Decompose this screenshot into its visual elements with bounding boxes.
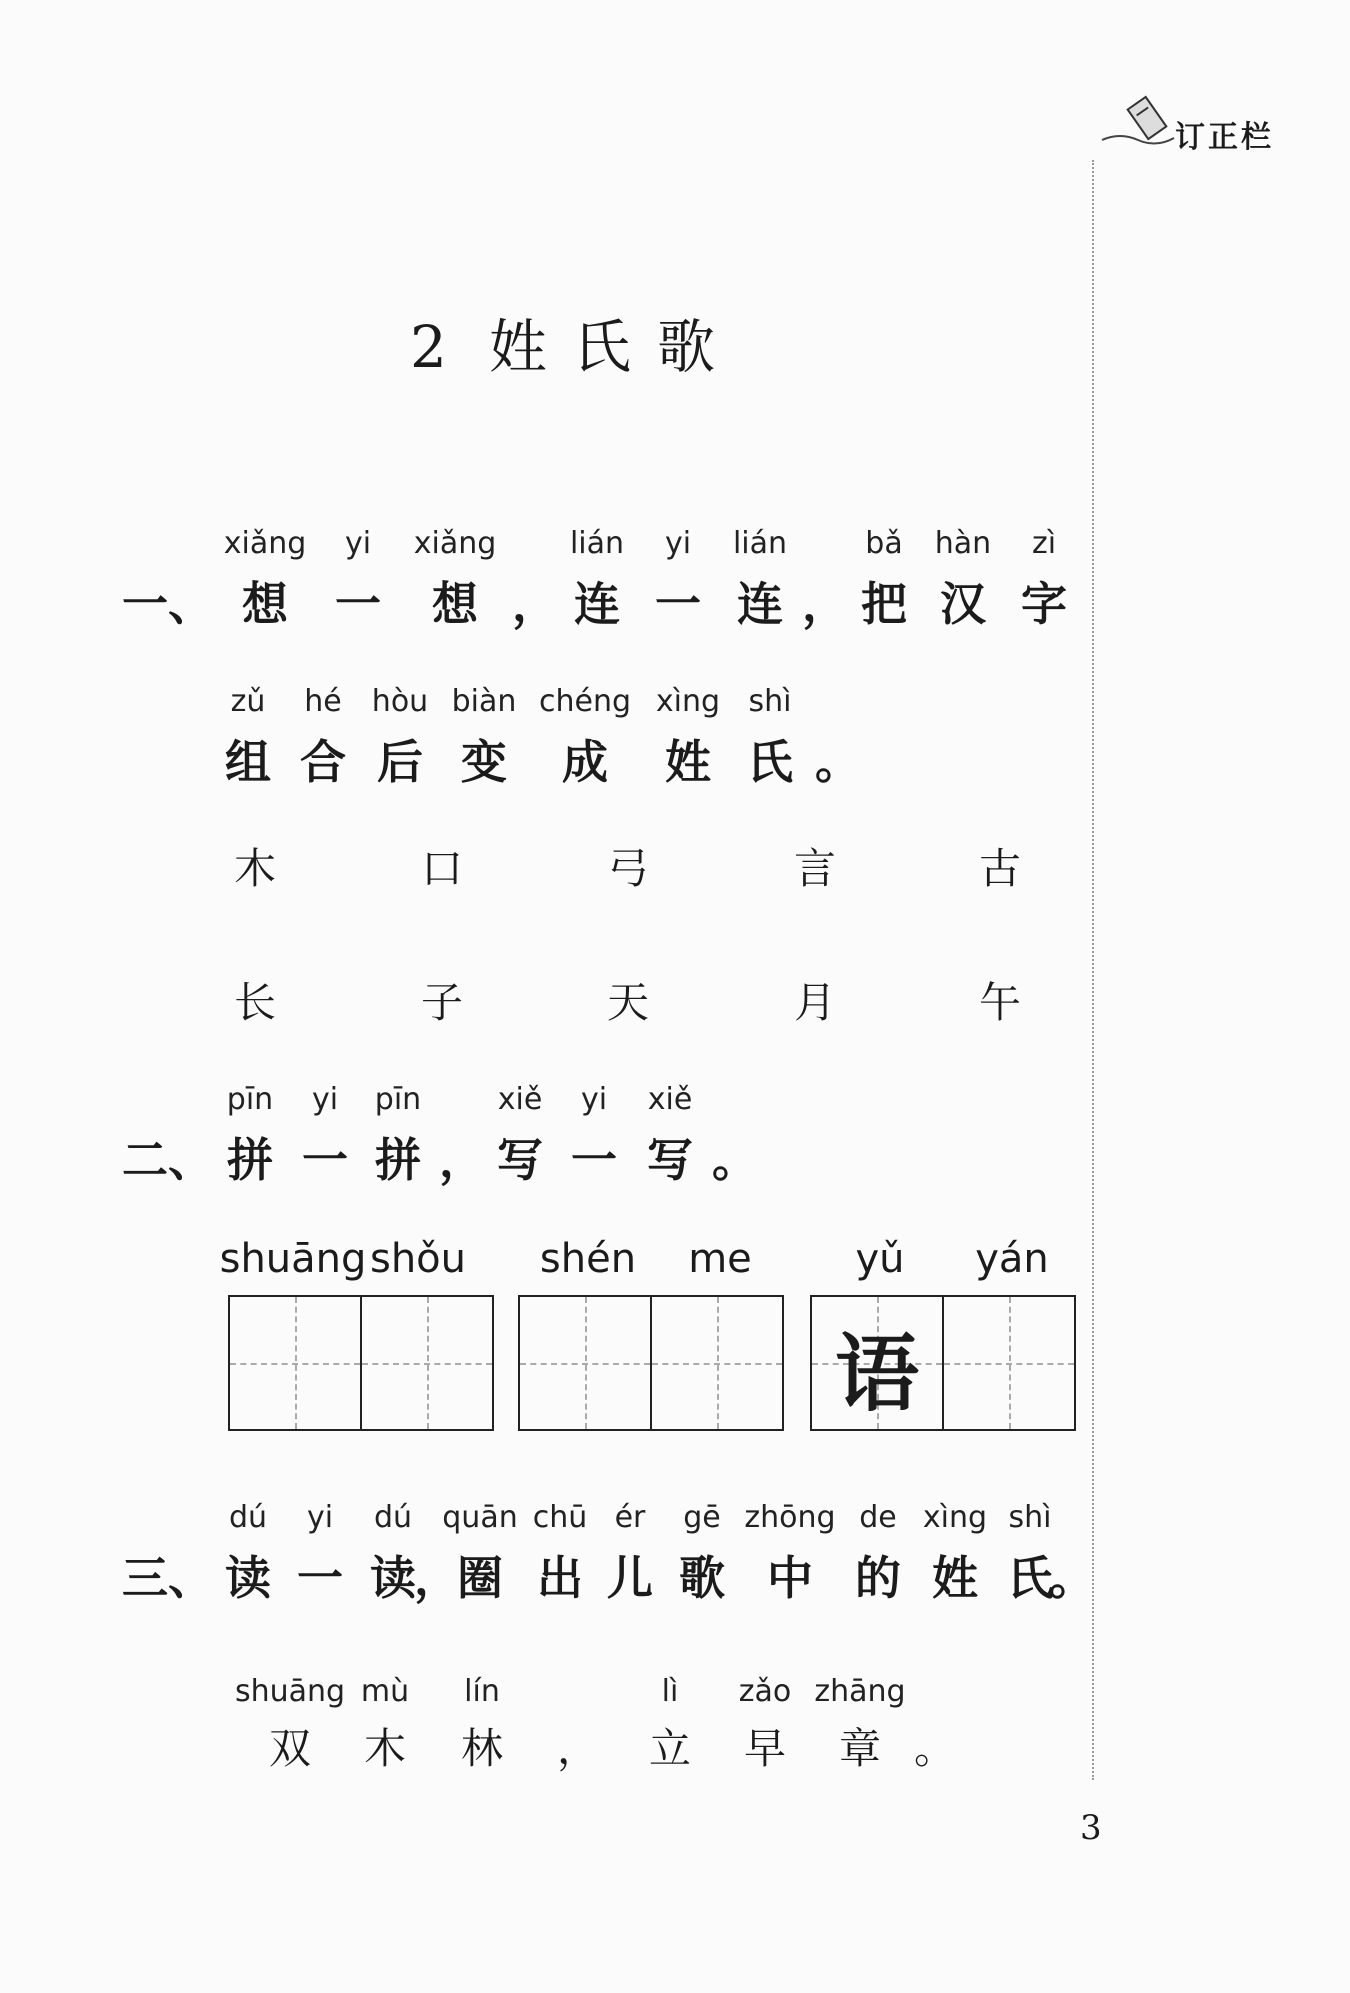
correction-column-divider: [1092, 160, 1094, 1780]
punctuation: 。: [913, 1724, 957, 1773]
instruction-char: 中: [767, 1551, 813, 1605]
pinyin: yi: [580, 1082, 608, 1117]
writing-cell[interactable]: [230, 1297, 360, 1429]
rhyme-text: [0, 1716, 1090, 1776]
writing-grid-shenme: [518, 1295, 784, 1431]
grid-pinyin: shén: [539, 1236, 637, 1282]
pinyin: xiǎng: [223, 526, 307, 561]
pinyin: xìng: [655, 684, 721, 719]
instruction-char: 姓: [932, 1551, 978, 1605]
pinyin: bǎ: [865, 526, 903, 561]
pinyin: xìng: [922, 1500, 988, 1535]
writing-cell[interactable]: [812, 1297, 942, 1429]
pinyin: dú: [228, 1500, 268, 1535]
title-char: 姓: [488, 313, 547, 381]
match-char[interactable]: 口: [420, 844, 464, 893]
pinyin: de: [859, 1500, 897, 1535]
match-char[interactable]: 古: [978, 844, 1022, 893]
grid-pinyin: shuāng: [219, 1236, 367, 1282]
instruction-char: 氏: [747, 735, 793, 789]
punctuation: 。: [712, 1133, 758, 1187]
pinyin: lín: [464, 1674, 500, 1709]
writing-cell[interactable]: [942, 1297, 1074, 1429]
section1-pinyin-line1: [0, 526, 1090, 566]
pinyin: shuāng: [234, 1674, 346, 1709]
punctuation: ，: [414, 1551, 460, 1605]
pinyin: dú: [373, 1500, 413, 1535]
writing-grid-shuangshou: [228, 1295, 494, 1431]
instruction-char: 读: [225, 1551, 271, 1605]
instruction-char: 连: [737, 577, 783, 631]
pinyin: zǔ: [230, 684, 266, 719]
writing-cell[interactable]: [360, 1297, 492, 1429]
section-number: 二、: [122, 1133, 214, 1187]
pinyin: xiǎng: [413, 526, 497, 561]
section3-pinyin: [0, 1500, 1090, 1540]
section1-instruction-line1: [0, 568, 1090, 631]
punctuation: 。: [815, 735, 861, 789]
rhyme-char[interactable]: 章: [838, 1724, 882, 1773]
instruction-char: 一: [302, 1133, 348, 1187]
pinyin: yi: [311, 1082, 339, 1117]
lesson-title: [410, 300, 715, 384]
section1-pinyin-line2: [0, 684, 1090, 724]
instruction-char: 拼: [375, 1133, 421, 1187]
instruction-char: 把: [861, 577, 907, 631]
match-char[interactable]: 长: [233, 978, 277, 1027]
rhyme-char[interactable]: 早: [743, 1724, 787, 1773]
pinyin: yi: [344, 526, 372, 561]
rhyme-pinyin: [0, 1674, 1090, 1714]
instruction-char: 歌: [679, 1551, 725, 1605]
section1-instruction-line2: [0, 726, 1090, 789]
grid-pinyin: me: [688, 1236, 752, 1282]
writing-cell[interactable]: [520, 1297, 650, 1429]
punctuation: 。: [1049, 1551, 1095, 1605]
punctuation: ，: [439, 1133, 485, 1187]
grid-pinyin: yán: [975, 1236, 1049, 1282]
grid-pinyin: yǔ: [855, 1236, 905, 1282]
pinyin: mù: [360, 1674, 410, 1709]
instruction-char: 姓: [665, 735, 711, 789]
pinyin: xiě: [647, 1082, 693, 1117]
pinyin: gē: [683, 1500, 721, 1535]
punctuation: ，: [802, 577, 848, 631]
match-char[interactable]: 子: [420, 978, 464, 1027]
instruction-char: 一: [297, 1551, 343, 1605]
instruction-char: 组: [225, 735, 271, 789]
instruction-char: 写: [497, 1133, 543, 1187]
match-char[interactable]: 天: [606, 978, 650, 1027]
match-char[interactable]: 弓: [606, 844, 650, 893]
section2-pinyin: [0, 1082, 1090, 1122]
instruction-char: 一: [571, 1133, 617, 1187]
instruction-char: 变: [461, 735, 507, 789]
pinyin: yi: [306, 1500, 334, 1535]
instruction-char: 氏: [1007, 1551, 1053, 1605]
instruction-char: 合: [300, 735, 346, 789]
match-char[interactable]: 木: [233, 844, 277, 893]
pinyin: chū: [532, 1500, 588, 1535]
match-char[interactable]: 月: [793, 978, 837, 1027]
pinyin: lián: [569, 526, 625, 561]
correction-column-label: 订正栏: [1175, 120, 1274, 155]
pinyin: zhāng: [814, 1674, 906, 1709]
rhyme-char[interactable]: 双: [268, 1724, 312, 1773]
instruction-char: 读: [370, 1551, 416, 1605]
instruction-char: 汉: [940, 577, 986, 631]
pinyin: xiě: [497, 1082, 543, 1117]
instruction-char: 儿: [607, 1551, 653, 1605]
pinyin: chéng: [538, 684, 632, 719]
pinyin: shì: [748, 684, 792, 719]
instruction-char: 字: [1021, 577, 1067, 631]
title-char: 歌: [656, 313, 715, 381]
matching-top-row: [0, 836, 1090, 896]
rhyme-char[interactable]: 木: [363, 1724, 407, 1773]
punctuation: ，: [512, 577, 558, 631]
instruction-char: 圈: [457, 1551, 503, 1605]
grid-pinyin: shǒu: [369, 1236, 467, 1282]
matching-bottom-row: [0, 970, 1090, 1030]
pinyin: ér: [614, 1500, 646, 1535]
match-char[interactable]: 午: [978, 978, 1022, 1027]
instruction-char: 的: [855, 1551, 901, 1605]
section3-instruction: [0, 1542, 1095, 1605]
pinyin: zhōng: [744, 1500, 836, 1535]
pencil-icon: [1100, 92, 1180, 152]
instruction-char: 后: [377, 735, 423, 789]
title-char: 氏: [572, 313, 631, 381]
instruction-char: 一: [335, 577, 381, 631]
pinyin: lì: [661, 1674, 679, 1709]
writing-grid-yuyan: [810, 1295, 1076, 1431]
match-char[interactable]: 言: [793, 844, 837, 893]
section2-instruction: [0, 1124, 1090, 1187]
instruction-char: 写: [647, 1133, 693, 1187]
pinyin: zì: [1031, 526, 1057, 561]
instruction-char: 连: [574, 577, 620, 631]
pinyin: hòu: [371, 684, 429, 719]
instruction-char: 拼: [227, 1133, 273, 1187]
pinyin: pīn: [226, 1082, 274, 1117]
pinyin: yi: [664, 526, 692, 561]
section-number: 三、: [122, 1551, 214, 1605]
instruction-char: 成: [562, 735, 608, 789]
punctuation: ，: [556, 1724, 600, 1773]
pinyin: pīn: [374, 1082, 422, 1117]
lesson-number: 2: [410, 313, 447, 381]
pinyin: quān: [442, 1500, 518, 1535]
instruction-char: 想: [432, 577, 478, 631]
pinyin: hàn: [934, 526, 992, 561]
instruction-char: 一: [655, 577, 701, 631]
pinyin: biàn: [451, 684, 517, 719]
pinyin: hé: [304, 684, 342, 719]
cell-char: 语: [834, 1324, 919, 1423]
writing-cell[interactable]: [650, 1297, 782, 1429]
pinyin: shì: [1008, 1500, 1052, 1535]
page-number: 3: [1080, 1808, 1102, 1848]
instruction-char: 出: [537, 1551, 583, 1605]
pinyin: zǎo: [738, 1674, 792, 1709]
rhyme-char[interactable]: 立: [648, 1724, 692, 1773]
rhyme-char[interactable]: 林: [460, 1724, 504, 1773]
pinyin: lián: [732, 526, 788, 561]
instruction-char: 想: [242, 577, 288, 631]
section-number: 一、: [122, 577, 214, 631]
